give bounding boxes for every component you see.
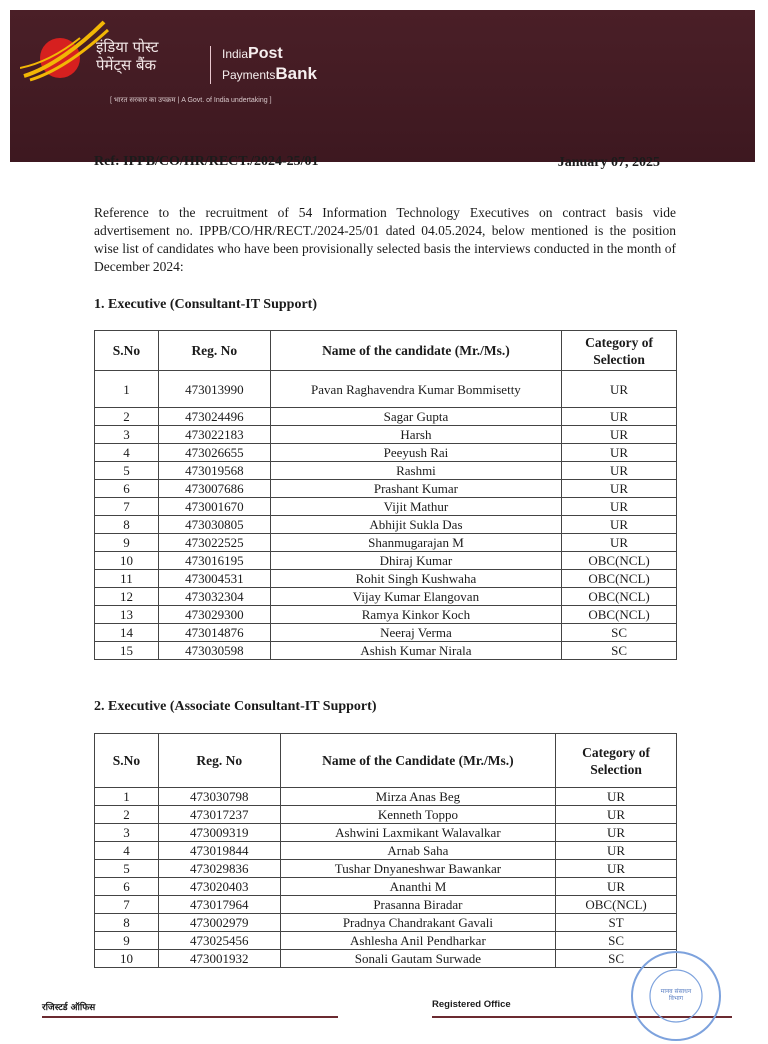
- cell-regno: 473001932: [158, 950, 280, 968]
- cell-candidate-name: Ramya Kinkor Koch: [270, 606, 561, 624]
- table-row: [95, 462, 677, 480]
- cell-regno: 473017964: [158, 896, 280, 914]
- table-row: [95, 950, 677, 968]
- cell-sno: 10: [95, 552, 159, 570]
- col-header-regno: Reg. No: [158, 331, 270, 371]
- seal-text: मानव संसाधन विभाग: [660, 988, 692, 1002]
- col-header-regno: Reg. No: [158, 734, 280, 788]
- cell-sno: 4: [95, 444, 159, 462]
- cell-category: UR: [556, 788, 677, 806]
- intro-paragraph: Reference to the recruitment of 54 Information Technology Executives on contract basis vide advertisement no. IPPB/CO/HR/RECT./2024-25/01 dated 04.05.2024, below mentioned is the position wise list of candidates who have been provisionally selected basis the interviews conducted in the month of December 2024:: [94, 205, 676, 274]
- logo-hindi-line1: इंडिया पोस्ट: [96, 38, 159, 56]
- cell-candidate-name: Vijit Mathur: [270, 498, 561, 516]
- table-row: [95, 624, 677, 642]
- col-header-sno: S.No: [95, 331, 159, 371]
- cell-regno: 473026655: [158, 444, 270, 462]
- cell-sno: 8: [95, 516, 159, 534]
- cell-candidate-name: Pavan Raghavendra Kumar Bommisetty: [270, 371, 561, 408]
- col-header-category: Category of Selection: [556, 734, 677, 788]
- cell-category: OBC(NCL): [562, 570, 677, 588]
- table-row: [95, 606, 677, 624]
- section1-table-body: [95, 371, 677, 660]
- table-row: [95, 534, 677, 552]
- cell-candidate-name: Pradnya Chandrakant Gavali: [280, 914, 555, 932]
- cell-candidate-name: Arnab Saha: [280, 842, 555, 860]
- cell-sno: 13: [95, 606, 159, 624]
- cell-candidate-name: Sagar Gupta: [270, 408, 561, 426]
- cell-candidate-name: Ashwini Laxmikant Walavalkar: [280, 824, 555, 842]
- cell-regno: 473022183: [158, 426, 270, 444]
- cell-regno: 473030598: [158, 642, 270, 660]
- cell-category: UR: [562, 498, 677, 516]
- cell-regno: 473030805: [158, 516, 270, 534]
- cell-sno: 9: [95, 932, 159, 950]
- cell-sno: 5: [95, 860, 159, 878]
- cell-sno: 6: [95, 878, 159, 896]
- cell-sno: 4: [95, 842, 159, 860]
- cell-category: UR: [562, 408, 677, 426]
- logo-hindi-line2: पेमेंट्स बैंक: [96, 56, 157, 74]
- cell-category: UR: [556, 860, 677, 878]
- cell-regno: 473014876: [158, 624, 270, 642]
- cell-sno: 1: [95, 371, 159, 408]
- cell-sno: 5: [95, 462, 159, 480]
- reference-number: Ref: IPPB/CO/HR/RECT./2024-25/01: [94, 154, 319, 169]
- cell-regno: 473029836: [158, 860, 280, 878]
- cell-regno: 473013990: [158, 371, 270, 408]
- cell-sno: 3: [95, 824, 159, 842]
- cell-candidate-name: Kenneth Toppo: [280, 806, 555, 824]
- table-row: [95, 806, 677, 824]
- cell-candidate-name: Abhijit Sukla Das: [270, 516, 561, 534]
- cell-sno: 7: [95, 498, 159, 516]
- cell-category: UR: [556, 806, 677, 824]
- logo-en-prefix2: Payments: [222, 68, 276, 82]
- cell-regno: 473009319: [158, 824, 280, 842]
- cell-sno: 6: [95, 480, 159, 498]
- section2-table-body: [95, 788, 677, 968]
- cell-regno: 473032304: [158, 588, 270, 606]
- table-row: [95, 498, 677, 516]
- logo-hindi-text: [96, 38, 158, 74]
- cell-sno: 7: [95, 896, 159, 914]
- cell-category: SC: [562, 642, 677, 660]
- cell-regno: 473019568: [158, 462, 270, 480]
- cell-candidate-name: Peeyush Rai: [270, 444, 561, 462]
- cell-category: UR: [556, 878, 677, 896]
- cell-sno: 10: [95, 950, 159, 968]
- table-row: [95, 444, 677, 462]
- letterhead-tagline: [ भारत सरकार का उपक्रम | A Govt. of India undertaking ]: [110, 97, 272, 104]
- cell-category: UR: [556, 842, 677, 860]
- table-row: [95, 408, 677, 426]
- cell-sno: 15: [95, 642, 159, 660]
- cell-candidate-name: Tushar Dnyaneshwar Bawankar: [280, 860, 555, 878]
- cell-regno: 473029300: [158, 606, 270, 624]
- cell-candidate-name: Prashant Kumar: [270, 480, 561, 498]
- cell-sno: 14: [95, 624, 159, 642]
- cell-category: UR: [562, 371, 677, 408]
- col-header-name: Name of the candidate (Mr./Ms.): [270, 331, 561, 371]
- cell-candidate-name: Ashlesha Anil Pendharkar: [280, 932, 555, 950]
- cell-category: SC: [556, 932, 677, 950]
- cell-sno: 3: [95, 426, 159, 444]
- cell-sno: 12: [95, 588, 159, 606]
- table-row: [95, 552, 677, 570]
- cell-candidate-name: Prasanna Biradar: [280, 896, 555, 914]
- cell-regno: 473002979: [158, 914, 280, 932]
- col-header-name: Name of the Candidate (Mr./Ms.): [280, 734, 555, 788]
- cell-candidate-name: Dhiraj Kumar: [270, 552, 561, 570]
- cell-category: UR: [556, 824, 677, 842]
- cell-candidate-name: Neeraj Verma: [270, 624, 561, 642]
- cell-category: OBC(NCL): [562, 606, 677, 624]
- table-header-row: [95, 331, 677, 371]
- table-row: [95, 516, 677, 534]
- logo-en-prefix1: India: [222, 47, 249, 61]
- cell-candidate-name: Vijay Kumar Elangovan: [270, 588, 561, 606]
- cell-regno: 473001670: [158, 498, 270, 516]
- cell-sno: 2: [95, 806, 159, 824]
- table-row: [95, 896, 677, 914]
- table-row: [95, 788, 677, 806]
- table-row: [95, 914, 677, 932]
- cell-regno: 473016195: [158, 552, 270, 570]
- footer-registered-office-hindi: रजिस्टर्ड ऑफिस: [42, 1003, 96, 1013]
- footer-divider-left: [42, 1016, 338, 1018]
- cell-sno: 8: [95, 914, 159, 932]
- table-row: [95, 371, 677, 408]
- logo-en-bold2: Bank: [275, 64, 317, 83]
- cell-sno: 2: [95, 408, 159, 426]
- logo-english-text: [222, 44, 317, 85]
- cell-candidate-name: Shanmugarajan M: [270, 534, 561, 552]
- cell-regno: 473017237: [158, 806, 280, 824]
- cell-regno: 473022525: [158, 534, 270, 552]
- table-row: [95, 878, 677, 896]
- cell-candidate-name: Ananthi M: [280, 878, 555, 896]
- cell-category: ST: [556, 914, 677, 932]
- cell-category: SC: [562, 624, 677, 642]
- cell-regno: 473025456: [158, 932, 280, 950]
- cell-category: OBC(NCL): [562, 588, 677, 606]
- section2-title: 2. Executive (Associate Consultant-IT Support): [94, 699, 377, 714]
- table-header-row: [95, 734, 677, 788]
- cell-category: UR: [562, 426, 677, 444]
- logo-en-bold1: Post: [248, 45, 283, 62]
- cell-category: OBC(NCL): [556, 896, 677, 914]
- table-row: [95, 860, 677, 878]
- table-row: [95, 932, 677, 950]
- cell-candidate-name: Ashish Kumar Nirala: [270, 642, 561, 660]
- cell-candidate-name: Sonali Gautam Surwade: [280, 950, 555, 968]
- cell-category: OBC(NCL): [562, 552, 677, 570]
- table-row: [95, 642, 677, 660]
- logo-divider: [210, 46, 211, 84]
- table-row: [95, 570, 677, 588]
- table-row: [95, 824, 677, 842]
- letterhead-banner: [10, 10, 755, 162]
- cell-category: UR: [562, 534, 677, 552]
- letter-date: January 07, 2025: [557, 155, 660, 170]
- cell-category: SC: [556, 950, 677, 968]
- cell-candidate-name: Harsh: [270, 426, 561, 444]
- section1-table: [94, 330, 677, 660]
- cell-regno: 473024496: [158, 408, 270, 426]
- cell-category: UR: [562, 444, 677, 462]
- table-row: [95, 588, 677, 606]
- table-row: [95, 426, 677, 444]
- cell-regno: 473020403: [158, 878, 280, 896]
- col-header-category: Category of Selection: [562, 331, 677, 371]
- cell-sno: 11: [95, 570, 159, 588]
- cell-candidate-name: Rohit Singh Kushwaha: [270, 570, 561, 588]
- cell-candidate-name: Mirza Anas Beg: [280, 788, 555, 806]
- section2-table: [94, 733, 677, 968]
- footer-registered-office: Registered Office: [432, 999, 511, 1010]
- cell-regno: 473030798: [158, 788, 280, 806]
- section1-title: 1. Executive (Consultant-IT Support): [94, 297, 317, 312]
- cell-sno: 1: [95, 788, 159, 806]
- cell-category: UR: [562, 516, 677, 534]
- cell-regno: 473007686: [158, 480, 270, 498]
- col-header-sno: S.No: [95, 734, 159, 788]
- table-row: [95, 842, 677, 860]
- cell-candidate-name: Rashmi: [270, 462, 561, 480]
- cell-regno: 473019844: [158, 842, 280, 860]
- table-row: [95, 480, 677, 498]
- cell-regno: 473004531: [158, 570, 270, 588]
- cell-category: UR: [562, 462, 677, 480]
- cell-sno: 9: [95, 534, 159, 552]
- cell-category: UR: [562, 480, 677, 498]
